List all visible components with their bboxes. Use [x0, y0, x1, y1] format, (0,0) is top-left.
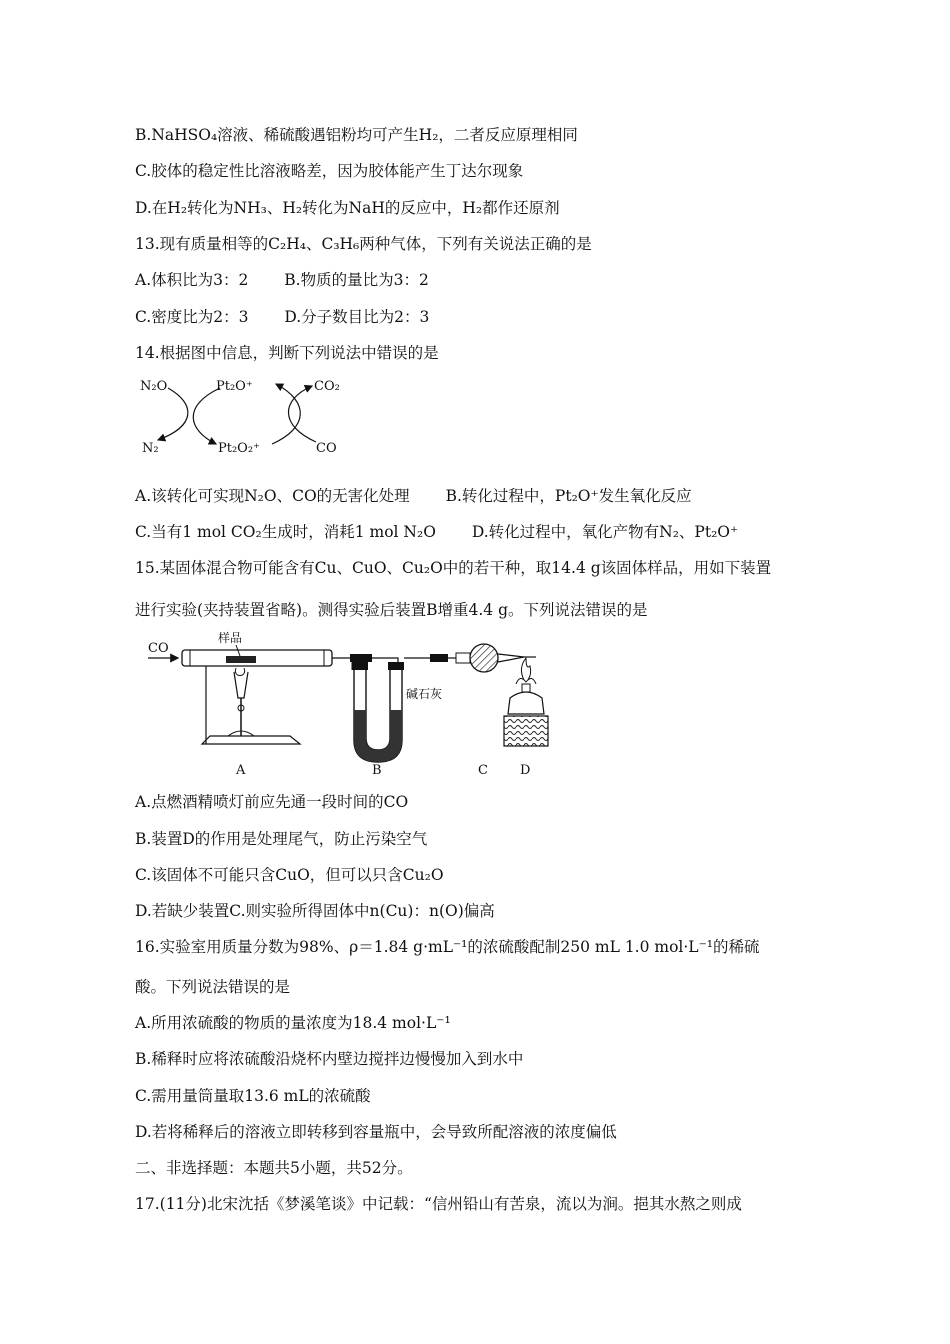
q15-option-b: B.装置D的作用是处理尾气，防止污染空气: [135, 830, 428, 848]
section-2-heading: 二、非选择题：本题共5小题，共52分。: [135, 1159, 413, 1177]
label-d: D: [520, 763, 531, 778]
reaction-tube: [182, 650, 332, 666]
q12-option-b: B.NaHSO₄溶液、稀硫酸遇铝粉均可产生H₂，二者反应原理相同: [135, 126, 578, 144]
q16-stem-line1: 16.实验室用质量分数为98%、ρ＝1.84 g·mL⁻¹的浓硫酸配制250 mL 1.0 mol·L⁻¹的稀硫: [135, 938, 760, 956]
q15-stem-line1: 15.某固体混合物可能含有Cu、CuO、Cu₂O中的若干种，取14.4 g该固体样品，用如下装置: [135, 559, 772, 577]
q16-option-b: B.稀释时应将浓硫酸沿烧杯内壁边搅拌边慢慢加入到水中: [135, 1050, 524, 1068]
alcohol-lamp: [508, 692, 544, 714]
q15-option-a: A.点燃酒精喷灯前应先通一段时间的CO: [135, 793, 409, 811]
arrow-n2o-to-n2: [158, 388, 188, 440]
iron-stand-base: [202, 736, 300, 744]
wooden-block: [504, 716, 548, 746]
label-pt2o2-plus: Pt₂O₂⁺: [218, 441, 260, 456]
label-co: CO: [316, 441, 337, 456]
label-c: C: [478, 763, 488, 778]
arrow-pt2o2-to-pt2o: [272, 384, 300, 444]
q13-stem: 13.现有质量相等的C₂H₄、C₃H₆两种气体，下列有关说法正确的是: [135, 235, 592, 253]
q15-stem-line2: 进行实验(夹持装置省略)。测得实验后装置B增重4.4 g。下列说法错误的是: [135, 601, 648, 619]
q15-option-d: D.若缺少装置C.则实验所得固体中n(Cu)：n(O)偏高: [135, 902, 495, 920]
q13-options-cd: C.密度比为2：3 D.分子数目比为2：3: [135, 308, 430, 326]
label-sample: 样品: [218, 631, 243, 645]
label-co2: CO₂: [314, 379, 340, 394]
label-soda-lime: 碱石灰: [406, 687, 443, 701]
q16-option-d: D.若将稀释后的溶液立即转移到容量瓶中，会导致所配溶液的浓度偏低: [135, 1123, 617, 1141]
drying-bulb: [470, 644, 498, 672]
q12-option-c: C.胶体的稳定性比溶液略差，因为胶体能产生丁达尔现象: [135, 162, 524, 180]
q17-stem: 17.(11分)北宋沈括《梦溪笔谈》中记载：“信州铅山有苦泉，流以为涧。挹其水熬之则成: [135, 1195, 742, 1213]
label-n2: N₂: [142, 441, 159, 456]
q14-stem: 14.根据图中信息，判断下列说法中错误的是: [135, 344, 439, 362]
arrow-pt2o-to-pt2o2: [193, 388, 220, 444]
q14-options-cd: C.当有1 mol CO₂生成时，消耗1 mol N₂O D.转化过程中，氧化产物有N₂、Pt₂O⁺: [135, 523, 739, 541]
sample-powder: [226, 656, 256, 663]
q12-option-d: D.在H₂转化为NH₃、H₂转化为NaH的反应中，H₂都作还原剂: [135, 199, 560, 217]
label-n2o: N₂O: [140, 379, 168, 394]
label-pt2o-plus: Pt₂O⁺: [216, 379, 253, 394]
q16-stem-line2: 酸。下列说法错误的是: [135, 978, 291, 996]
soda-lime-fill: [354, 710, 402, 762]
catalytic-cycle-diagram: [130, 370, 370, 465]
q13-options-ab: A.体积比为3：2 B.物质的量比为3：2: [135, 271, 429, 289]
label-a: A: [236, 763, 246, 778]
q14-options-ab: A.该转化可实现N₂O、CO的无害化处理 B.转化过程中，Pt₂O⁺发生氧化反应: [135, 487, 692, 505]
q16-option-c: C.需用量筒量取13.6 mL的浓硫酸: [135, 1087, 371, 1105]
label-b: B: [372, 763, 382, 778]
label-co-inlet: CO: [148, 641, 169, 656]
q15-option-c: C.该固体不可能只含CuO，但可以只含Cu₂O: [135, 866, 444, 884]
experiment-apparatus: [140, 628, 580, 778]
q16-option-a: A.所用浓硫酸的物质的量浓度为18.4 mol·L⁻¹: [135, 1014, 451, 1032]
arrow-co-to-co2: [288, 386, 316, 442]
